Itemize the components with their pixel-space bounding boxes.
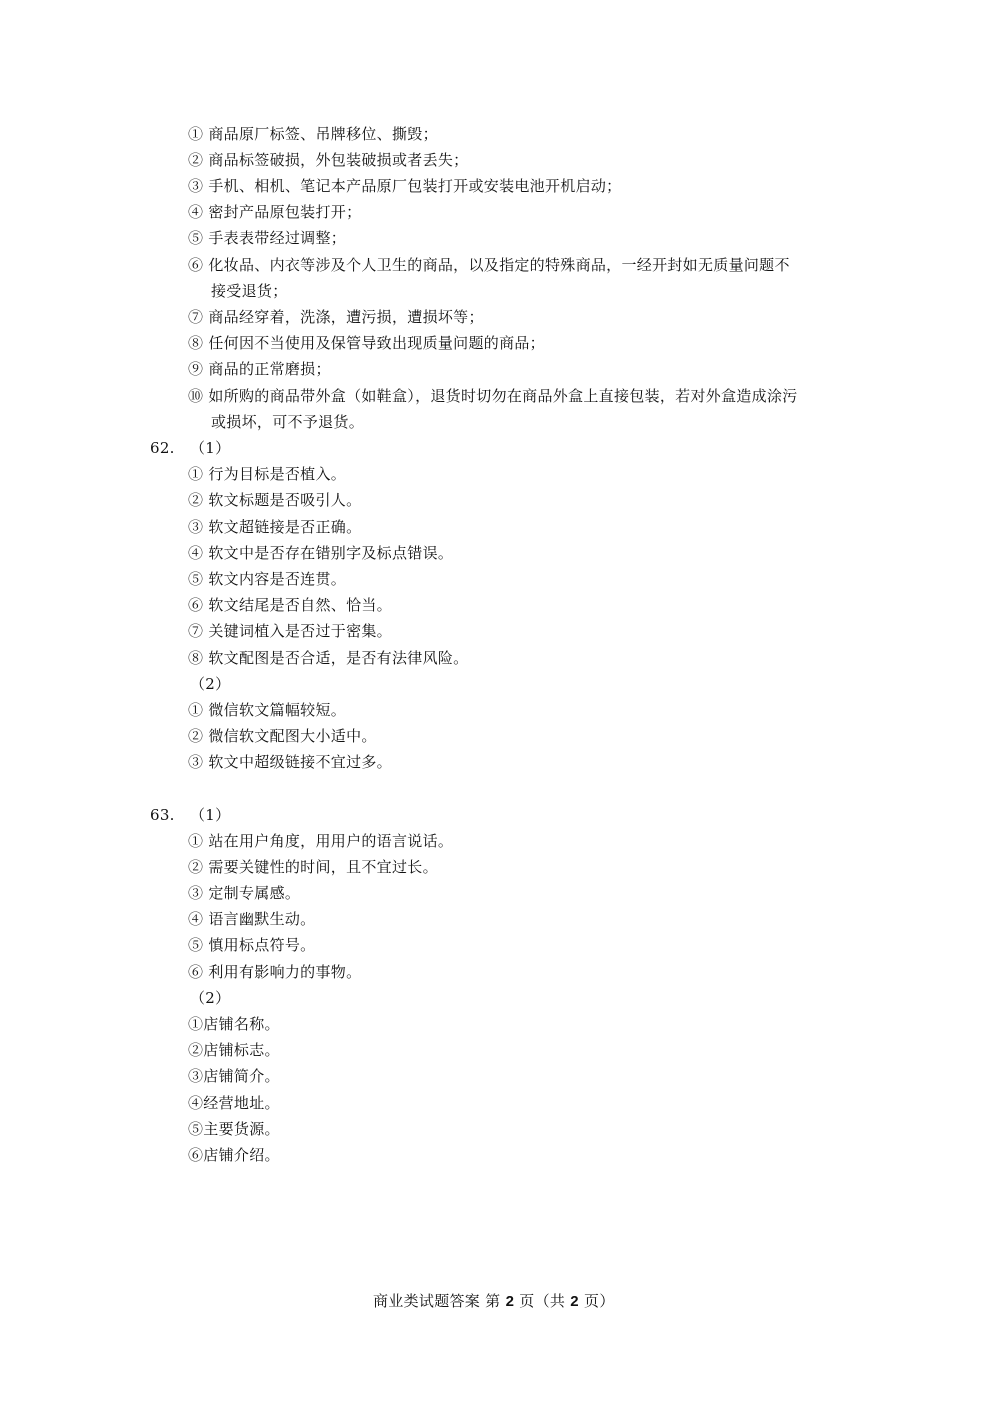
list-item: ③ 定制专属感。: [188, 884, 301, 902]
list-item: ② 商品标签破损，外包装破损或者丢失；: [188, 151, 469, 169]
list-item-continuation: 接受退货；: [211, 282, 288, 300]
list-item: ⑧ 软文配图是否合适，是否有法律风险。: [188, 649, 469, 667]
list-item: ①店铺名称。: [188, 1015, 280, 1033]
list-item: ① 站在用户角度，用用户的语言说话。: [188, 832, 454, 850]
list-item: ⑤主要货源。: [188, 1120, 280, 1138]
list-item: ⑥ 化妆品、内衣等涉及个人卫生的商品，以及指定的特殊商品，一经开封如无质量问题不: [188, 256, 790, 274]
list-item: ⑥ 利用有影响力的事物。: [188, 963, 362, 981]
footer-total-pages: 2: [570, 1293, 579, 1310]
footer-middle: 页（共: [519, 1292, 566, 1310]
list-item: ③ 软文超链接是否正确。: [188, 518, 362, 536]
footer-page-number: 2: [505, 1293, 515, 1310]
part-label: （1）: [190, 806, 231, 824]
list-item: ⑩ 如所购的商品带外盒（如鞋盒），退货时切勿在商品外盒上直接包装，若对外盒造成涂污: [188, 387, 798, 405]
part-label: （1）: [190, 439, 231, 457]
footer-prefix: 商业类试题答案 第: [373, 1292, 501, 1310]
list-item: ⑧ 任何因不当使用及保管导致出现质量问题的商品；: [188, 334, 545, 352]
list-item: ⑨ 商品的正常磨损；: [188, 360, 331, 378]
list-item: ②店铺标志。: [188, 1041, 280, 1059]
list-item: ① 商品原厂标签、吊牌移位、撕毁；: [188, 125, 438, 143]
question-number: 62.: [150, 439, 175, 457]
list-item: ⑦ 商品经穿着，洗涤，遭污损，遭损坏等；: [188, 308, 484, 326]
list-item: ② 需要关键性的时间，且不宜过长。: [188, 858, 438, 876]
footer-suffix: 页）: [584, 1292, 615, 1310]
list-item: ④ 密封产品原包装打开；: [188, 203, 362, 221]
list-item: ⑤ 慎用标点符号。: [188, 936, 316, 954]
part-label: （2）: [190, 989, 231, 1007]
page-footer: [373, 1291, 615, 1312]
list-item: ③ 手机、相机、笔记本产品原厂包装打开或安装电池开机启动；: [188, 177, 622, 195]
list-item: ⑥店铺介绍。: [188, 1146, 280, 1164]
list-item: ③店铺简介。: [188, 1067, 280, 1085]
list-item: ⑤ 软文内容是否连贯。: [188, 570, 347, 588]
list-item: ② 微信软文配图大小适中。: [188, 727, 377, 745]
list-item: ④经营地址。: [188, 1094, 280, 1112]
list-item: ③ 软文中超级链接不宜过多。: [188, 753, 392, 771]
list-item: ⑦ 关键词植入是否过于密集。: [188, 622, 392, 640]
list-item: ① 行为目标是否植入。: [188, 465, 347, 483]
list-item: ① 微信软文篇幅较短。: [188, 701, 347, 719]
list-item: ② 软文标题是否吸引人。: [188, 491, 362, 509]
question-number: 63.: [150, 806, 175, 824]
list-item-continuation: 或损坏，可不予退货。: [211, 413, 365, 431]
list-item: ④ 软文中是否存在错别字及标点错误。: [188, 544, 454, 562]
list-item: ⑤ 手表表带经过调整；: [188, 229, 347, 247]
list-item: ④ 语言幽默生动。: [188, 910, 316, 928]
part-label: （2）: [190, 675, 231, 693]
list-item: ⑥ 软文结尾是否自然、恰当。: [188, 596, 392, 614]
